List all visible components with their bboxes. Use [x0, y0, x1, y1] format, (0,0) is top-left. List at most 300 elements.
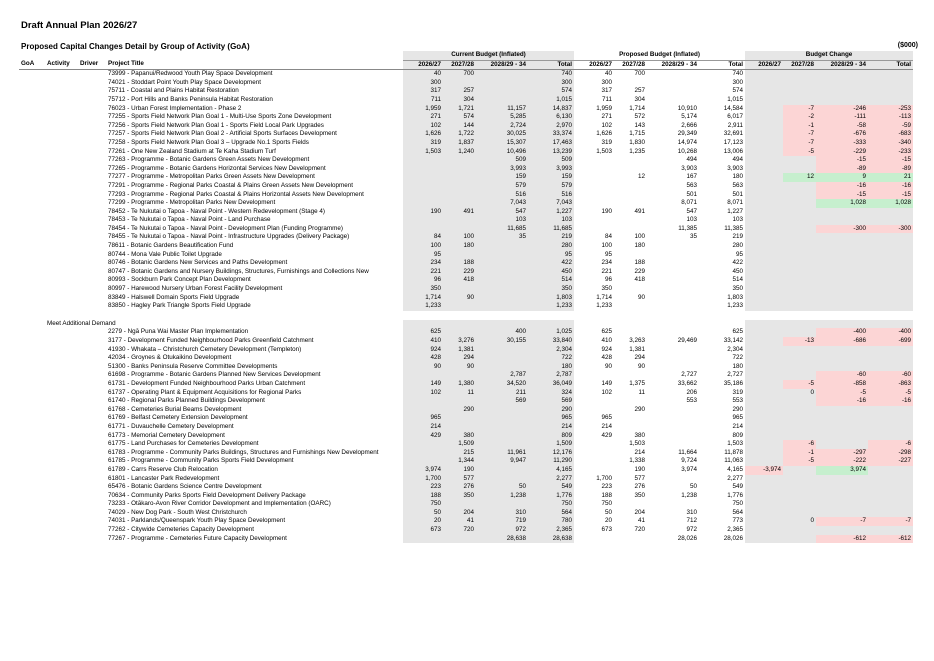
value-cell: 190 [601, 207, 613, 215]
value-cell [868, 363, 913, 372]
value-cell: 750 [732, 500, 744, 508]
value-cell [647, 354, 699, 363]
value-cell: 14,837 [528, 105, 574, 114]
value-cell: -5 [868, 389, 913, 398]
value-cell [745, 389, 783, 398]
value-cell [476, 354, 528, 363]
value-cell [403, 406, 443, 415]
col-change-2028-34: 2028/29 - 34 [816, 60, 868, 70]
value-cell: -60 [868, 371, 913, 380]
value-cell: 1,235 [629, 147, 646, 155]
value-cell: 1,714 [403, 294, 443, 303]
value-cell: 271 [601, 113, 613, 121]
value-cell: -222 [816, 457, 868, 466]
value-cell [868, 483, 913, 492]
value-cell [403, 191, 443, 200]
value-cell: 773 [732, 517, 744, 525]
value-cell: -113 [868, 113, 913, 122]
value-cell [403, 182, 443, 191]
value-cell: 450 [732, 267, 744, 275]
value-cell: -58 [816, 122, 868, 131]
table-row [19, 251, 913, 260]
value-cell: 428 [601, 354, 613, 362]
value-cell [745, 483, 783, 492]
col-current-2028-34: 2028/29 - 34 [476, 60, 528, 70]
value-cell: 33,374 [528, 130, 574, 139]
value-cell [816, 414, 868, 423]
project-title-cell: 2279 - Ngā Puna Wai Master Plan Implementation [108, 328, 249, 336]
value-cell: 29,469 [677, 337, 698, 344]
value-cell [647, 96, 699, 105]
value-cell: 317 [403, 87, 443, 96]
value-cell: 102 [601, 388, 613, 396]
value-cell: 711 [403, 96, 443, 105]
value-cell: 1,626 [403, 130, 443, 139]
value-cell [745, 354, 783, 363]
value-cell: 625 [403, 328, 443, 337]
table-row [19, 475, 913, 484]
value-cell: 1,338 [629, 457, 646, 465]
value-cell: 95 [605, 250, 613, 258]
project-title-cell: 61801 - Lancaster Park Redevelopment [108, 474, 220, 482]
value-cell: 300 [403, 79, 443, 88]
col-proposed-2026: 2026/27 [574, 60, 614, 70]
project-title-cell: 3177 - Development Funded Neighbourhood Parks Greenfield Catchment [108, 337, 314, 344]
value-cell: 673 [403, 526, 443, 535]
value-cell: 514 [732, 276, 744, 284]
value-cell [574, 173, 614, 182]
table-row [19, 302, 913, 311]
value-cell: 972 [686, 526, 698, 534]
value-cell [574, 216, 614, 225]
value-cell: 13,239 [528, 148, 574, 157]
value-cell [868, 216, 913, 225]
value-cell: 1,715 [629, 130, 646, 138]
value-cell: 1,227 [727, 207, 744, 215]
value-cell [868, 259, 913, 268]
value-cell [476, 363, 528, 372]
value-cell: 400 [476, 328, 528, 337]
value-cell [614, 414, 647, 423]
project-title-cell: 80744 - Mona Vale Public Toilet Upgrade [108, 250, 222, 258]
value-cell [647, 406, 699, 415]
value-cell [647, 346, 699, 355]
value-cell: 234 [601, 259, 613, 267]
table-row [19, 285, 913, 294]
value-cell: 516 [528, 191, 574, 200]
value-cell [476, 70, 528, 79]
value-cell: -612 [868, 535, 913, 544]
value-cell [476, 440, 528, 449]
table-row [19, 148, 913, 157]
value-cell [574, 199, 614, 208]
value-cell: 319 [601, 138, 613, 146]
value-cell: 722 [528, 354, 574, 363]
value-cell: -400 [816, 328, 868, 337]
value-cell: 553 [732, 397, 744, 405]
value-cell [647, 423, 699, 432]
value-cell: 350 [732, 285, 744, 293]
value-cell [816, 70, 868, 79]
value-cell [783, 397, 816, 406]
value-cell: 204 [443, 509, 476, 518]
value-cell: 1,381 [443, 346, 476, 355]
value-cell: 450 [528, 268, 574, 277]
col-activity: Activity [45, 60, 78, 70]
value-cell: 1,721 [443, 105, 476, 114]
value-cell: 12 [783, 173, 816, 182]
value-cell: 809 [528, 432, 574, 441]
value-cell [647, 259, 699, 268]
value-cell: 90 [403, 363, 443, 372]
value-cell: 14,584 [723, 104, 744, 112]
table-row [19, 96, 913, 105]
value-cell: 965 [601, 414, 613, 422]
value-cell [868, 285, 913, 294]
value-cell: 11,063 [724, 457, 744, 465]
value-cell: 1,509 [443, 440, 476, 449]
value-cell: 33,142 [723, 337, 744, 344]
value-cell: 11,385 [724, 224, 744, 232]
value-cell [745, 139, 783, 148]
value-cell: 350 [403, 285, 443, 294]
value-cell [745, 156, 783, 165]
value-cell [816, 87, 868, 96]
value-cell [443, 302, 476, 311]
value-cell: -676 [816, 130, 868, 139]
value-cell [614, 302, 647, 311]
value-cell: 700 [443, 70, 476, 79]
value-cell [783, 79, 816, 88]
value-cell: -6 [783, 440, 816, 449]
value-cell [868, 79, 913, 88]
value-cell: 422 [732, 259, 744, 267]
table-row [19, 208, 913, 217]
column-header-row [19, 60, 913, 70]
value-cell: -7 [783, 105, 816, 114]
table-row [19, 432, 913, 441]
value-cell [783, 475, 816, 484]
value-cell [614, 535, 647, 544]
value-cell: 143 [634, 121, 646, 129]
value-cell [783, 483, 816, 492]
value-cell [647, 70, 699, 79]
value-cell: 95 [528, 251, 574, 260]
project-title-cell: 80993 - Sockburn Park Concept Plan Development [108, 276, 251, 284]
value-cell: 965 [732, 414, 744, 422]
value-cell: 1,375 [629, 379, 646, 387]
value-cell: 965 [403, 414, 443, 423]
value-cell: -15 [868, 191, 913, 200]
table-row [19, 500, 913, 509]
value-cell [647, 302, 699, 311]
value-cell: 229 [634, 267, 646, 275]
value-cell [783, 182, 816, 191]
col-change-2026: 2026/27 [745, 60, 783, 70]
value-cell [868, 242, 913, 251]
value-cell [476, 346, 528, 355]
table-row [19, 414, 913, 423]
value-cell: 2,787 [528, 371, 574, 380]
value-cell: -5 [783, 380, 816, 389]
project-title-cell: 78454 - Te Nukutai o Tapoa - Naval Point - Development Plan (Funding Programme) [108, 224, 343, 232]
value-cell [745, 371, 783, 380]
table-row [19, 440, 913, 449]
col-proposed-total: Total [699, 60, 745, 70]
value-cell [745, 233, 783, 242]
value-cell [783, 466, 816, 475]
value-cell: 95 [736, 250, 744, 258]
value-cell: 1,837 [443, 139, 476, 148]
value-cell: 1,015 [727, 95, 744, 103]
value-cell: 1,380 [443, 380, 476, 389]
value-cell: 1,233 [727, 302, 744, 310]
value-cell [614, 79, 647, 88]
value-cell [403, 371, 443, 380]
value-cell: 750 [601, 500, 613, 508]
value-cell [783, 96, 816, 105]
value-cell: 3,993 [476, 165, 528, 174]
value-cell: 215 [443, 449, 476, 458]
value-cell: 9 [816, 173, 868, 182]
value-cell [868, 509, 913, 518]
value-cell: 350 [601, 285, 613, 293]
value-cell: -13 [783, 337, 816, 346]
value-cell: 418 [443, 276, 476, 285]
value-cell: 223 [403, 483, 443, 492]
value-cell: 410 [601, 337, 613, 344]
value-cell: 1,714 [629, 104, 646, 112]
value-cell: 317 [601, 87, 613, 95]
table-row [19, 139, 913, 148]
value-cell [783, 251, 816, 260]
value-cell [783, 354, 816, 363]
value-cell [647, 475, 699, 484]
value-cell [745, 363, 783, 372]
value-cell [443, 423, 476, 432]
value-cell [614, 285, 647, 294]
value-cell [745, 87, 783, 96]
value-cell [403, 156, 443, 165]
value-cell: 103 [476, 216, 528, 225]
value-cell: 1,776 [727, 491, 744, 499]
value-cell: 3,903 [681, 164, 698, 172]
value-cell [745, 380, 783, 389]
table-row [19, 156, 913, 165]
value-cell [443, 371, 476, 380]
value-cell: 2,724 [476, 122, 528, 131]
value-cell: 304 [634, 95, 646, 103]
table-row [19, 389, 913, 398]
value-cell [574, 165, 614, 174]
value-cell: -16 [868, 182, 913, 191]
value-cell [476, 302, 528, 311]
value-cell [783, 191, 816, 200]
value-cell: 722 [732, 354, 744, 362]
value-cell: 257 [634, 87, 646, 95]
value-cell: 167 [686, 173, 698, 181]
table-row [19, 268, 913, 277]
value-cell [745, 302, 783, 311]
value-cell [816, 302, 868, 311]
value-cell: 700 [634, 70, 646, 78]
value-cell: 188 [403, 492, 443, 501]
value-cell: 229 [443, 268, 476, 277]
value-cell: 100 [634, 233, 646, 241]
table-row [19, 191, 913, 200]
project-title-cell: 78455 - Te Nukutai o Tapoa - Naval Point - Infrastructure Upgrades (Delivery Package) [108, 233, 350, 241]
value-cell [403, 173, 443, 182]
value-cell: 206 [686, 388, 698, 396]
value-cell: 3,993 [528, 165, 574, 174]
value-cell: 924 [403, 346, 443, 355]
value-cell: 0 [783, 389, 816, 398]
col-current-2027: 2027/28 [443, 60, 476, 70]
value-cell [647, 242, 699, 251]
value-cell [574, 457, 614, 466]
project-title-cell: 41930 - Whakata – Christchurch Cemetery Development (Templeton) [108, 345, 302, 353]
value-cell [783, 276, 816, 285]
value-cell [614, 199, 647, 208]
value-cell: 290 [634, 405, 646, 413]
value-cell: 219 [528, 233, 574, 242]
value-cell [816, 432, 868, 441]
value-cell: 11,385 [678, 224, 698, 232]
value-cell: 564 [732, 508, 744, 516]
value-cell [783, 259, 816, 268]
table-row [19, 173, 913, 182]
table-row [19, 509, 913, 518]
value-cell [783, 371, 816, 380]
value-cell [614, 423, 647, 432]
project-title-cell: 78611 - Botanic Gardens Beautification Fund [108, 242, 234, 250]
value-cell: 17,463 [528, 139, 574, 148]
value-cell [745, 423, 783, 432]
value-cell: 2,304 [528, 346, 574, 355]
value-cell [868, 268, 913, 277]
value-cell [745, 70, 783, 79]
value-cell [745, 294, 783, 303]
value-cell: 319 [403, 139, 443, 148]
value-cell: 4,165 [727, 465, 744, 473]
value-cell: 15,307 [476, 139, 528, 148]
value-cell: 223 [601, 483, 613, 491]
project-title-cell: 77255 - Sports Field Network Plan Goal 1 - Multi-Use Sports Zone Development [108, 113, 332, 121]
value-cell: 501 [686, 190, 698, 198]
value-cell: 214 [528, 423, 574, 432]
project-title-cell: 75712 - Port Hills and Banks Peninsula Habitat Restoration [108, 95, 273, 103]
value-cell: 100 [443, 233, 476, 242]
value-cell: 310 [686, 508, 698, 516]
value-cell [574, 440, 614, 449]
value-cell: 4,165 [528, 466, 574, 475]
value-cell: 1,238 [476, 492, 528, 501]
value-cell: 750 [528, 500, 574, 509]
value-cell: 711 [601, 95, 613, 103]
value-cell: 740 [732, 70, 744, 78]
col-proposed-2027: 2027/28 [614, 60, 647, 70]
value-cell: 180 [732, 362, 744, 370]
value-cell: -5 [783, 457, 816, 466]
value-cell [816, 294, 868, 303]
value-cell: 350 [634, 491, 646, 499]
value-cell: 10,910 [677, 104, 698, 112]
project-title-cell: 74021 - Stoddart Point Youth Play Space Development [108, 78, 261, 86]
value-cell [783, 233, 816, 242]
value-cell [476, 406, 528, 415]
value-cell: 310 [476, 509, 528, 518]
value-cell [816, 233, 868, 242]
capital-changes-table [19, 51, 913, 543]
project-title-cell: 77262 - Citywide Cemeteries Capacity Development [108, 526, 254, 534]
value-cell: 32,691 [723, 130, 744, 138]
value-cell [476, 96, 528, 105]
value-cell [783, 492, 816, 501]
value-cell [745, 406, 783, 415]
project-title-cell: 77265 - Programme - Botanic Gardens Horizontal Services New Development [108, 164, 326, 172]
value-cell: 1,238 [681, 491, 698, 499]
value-cell: -1 [783, 449, 816, 458]
table-row [19, 363, 913, 372]
value-cell [783, 242, 816, 251]
project-title-cell: 61769 - Belfast Cemetery Extension Development [108, 414, 248, 422]
value-cell [403, 397, 443, 406]
value-cell: 429 [403, 432, 443, 441]
value-cell [745, 191, 783, 200]
col-proposed-2028-34: 2028/29 - 34 [647, 60, 699, 70]
value-cell: 10,268 [677, 147, 698, 155]
value-cell [476, 268, 528, 277]
table-row [19, 242, 913, 251]
value-cell: 1,700 [403, 475, 443, 484]
value-cell: 0 [783, 517, 816, 526]
value-cell: 221 [601, 267, 613, 275]
value-cell: 516 [476, 191, 528, 200]
value-cell: 1,028 [868, 199, 913, 208]
value-cell: 2,304 [727, 345, 744, 353]
value-cell [783, 268, 816, 277]
value-cell [783, 285, 816, 294]
value-cell: -858 [816, 380, 868, 389]
value-cell: 35,186 [723, 379, 744, 387]
project-title-cell: 74029 - New Dog Park - South West Christchurch [108, 508, 247, 516]
value-cell [476, 79, 528, 88]
value-cell: -7 [783, 139, 816, 148]
value-cell: 276 [443, 483, 476, 492]
project-title-cell: 61737 - Operating Plant & Equipment Acquisitions for Regional Parks [108, 388, 302, 396]
value-cell [868, 423, 913, 432]
value-cell [443, 285, 476, 294]
value-cell: 90 [605, 362, 613, 370]
value-cell: 180 [634, 242, 646, 250]
value-cell: 1,233 [596, 302, 613, 310]
value-cell [745, 526, 783, 535]
value-cell: -16 [868, 397, 913, 406]
value-cell: 3,276 [443, 337, 476, 346]
project-title-cell: 83850 - Hagley Park Triangle Sports Field Upgrade [108, 302, 251, 310]
value-cell [868, 70, 913, 79]
value-cell [745, 259, 783, 268]
value-cell [868, 354, 913, 363]
table-row [19, 535, 913, 544]
value-cell: 11 [638, 388, 646, 396]
value-cell: 719 [476, 517, 528, 526]
value-cell: 30,025 [476, 130, 528, 139]
value-cell [816, 492, 868, 501]
table-row [19, 225, 913, 234]
value-cell [614, 371, 647, 380]
value-cell: 28,638 [528, 535, 574, 544]
